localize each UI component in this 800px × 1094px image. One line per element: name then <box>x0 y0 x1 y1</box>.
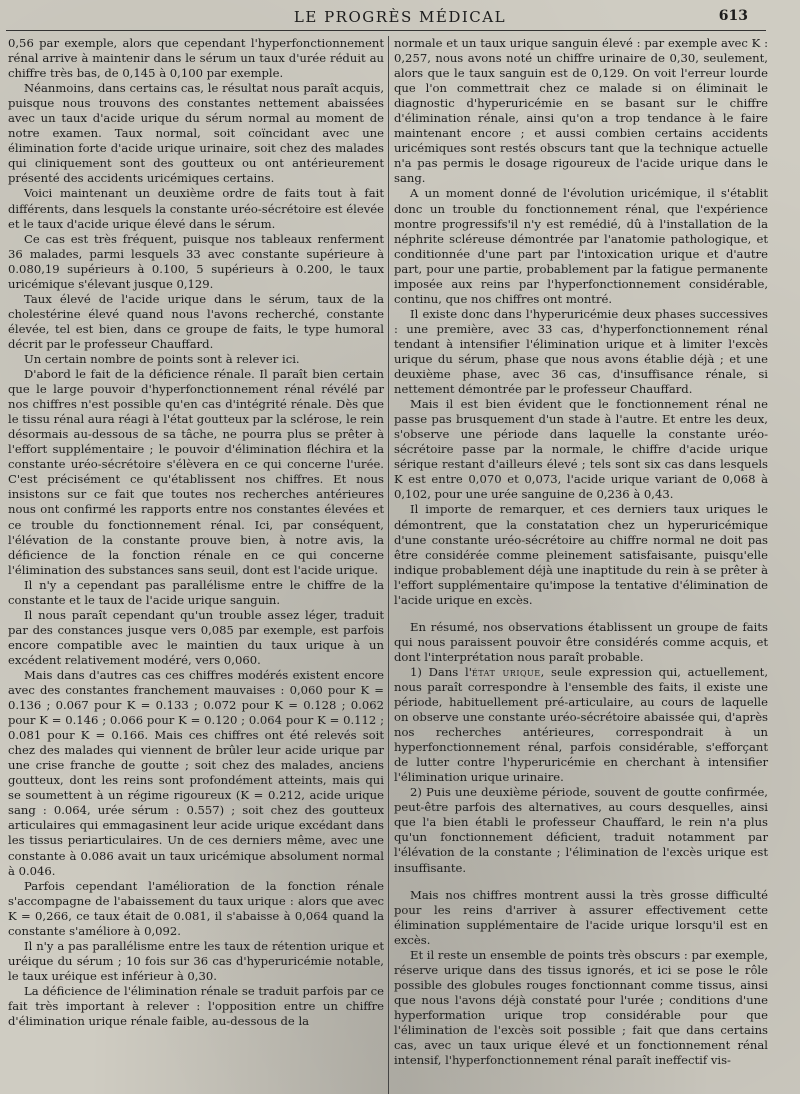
paragraph: Mais dans d'autres cas ces chiffres modérés existent encore avec des constantes franchement mauvaises : 0,060 pour K = 0.136 ; 0.067 pour K = 0.133 ; 0.072 pour K = 0.128 ; 0.062 pour K = 0.146 ; 0.066 pour K = 0.120 ; 0.064 pour K = 0.112 ; 0.081 pour K = 0.166. Mais ces chiffres ont été relevés soit chez des malades qui viennent de brûler leur acide urique par une crise franche de goutte ; soit chez des malades, anciens goutteux, dont les reins sont profondément atteints, mais qui se soumettent à un régime rigoureux (K = 0.212, acide urique sang : 0.064, urée sérum : 0.557) ; soit chez des goutteux articulaires qui emmagasinent leur acide urique excédant dans les tissus periarticulaires. Un de ces derniers même, avec une constante à 0.086 avait un taux uricémique absolument normal à 0.046. <box>8 667 384 878</box>
left-column <box>8 36 384 1029</box>
paragraph: Mais il est bien évident que le fonctionnement rénal ne passe pas brusquement d'un stade à l'autre. Et entre les deux, s'observe une période dans laquelle la constante uréo-sécrétoire passe par la normale, le chiffre d'acide urique sérique restant d'ailleurs élevé ; tels sont six cas dans lesquels K est entre 0,070 et 0,073, l'acide urique variant de 0,068 à 0,102, pour une urée sanguine de 0,236 à 0,43. <box>394 397 768 502</box>
paragraph: Parfois cependant l'amélioration de la fonction rénale s'accompagne de l'abaissement du taux urique : alors que avec K = 0,266, ce taux était de 0.081, il s'abaisse à 0,064 quand la constante s'améliore à 0,092. <box>8 878 384 938</box>
paragraph: Il existe donc dans l'hyperuricémie deux phases successives : une première, avec 33 cas, d'hyperfonctionnement rénal tendant à intensifier l'élimination urique et à limiter l'excès urique du sérum, phase que nous avons établie déjà ; et une deuxième phase, avec 36 cas, d'insuffisance rénale, si nettement démontrée par le professeur Chauffard. <box>394 306 768 397</box>
paragraph: 0,56 par exemple, alors que cependant l'hyperfonctionnement rénal arrive à maintenir dans le sérum un taux d'urée réduit au chiffre très bas, de 0,145 à 0,100 par exemple. <box>8 36 384 81</box>
paragraph: normale et un taux urique sanguin élevé : par exemple avec K : 0,257, nous avons noté un chiffre urinaire de 0,30, seulement, alors que le taux sanguin est de 0,129. On voit l'erreur lourde que l'on commettrait chez ce malade si on éliminait le diagnostic d'hyperuricémie en se basant sur le chiffre d'élimination rénale, ainsi qu'on a trop tendance à le faire maintenant encore ; et aussi combien certains accidents uricémiques sont restés obscurs tant que la technique actuelle n'a pas permis le dosage rigoureux de l'acide urique dans le sang. <box>394 36 768 186</box>
journal-title: LE PROGRÈS MÉDICAL <box>293 8 507 26</box>
paragraph: Voici maintenant un deuxième ordre de faits tout à fait différents, dans lesquels la constante uréo-sécrétoire est élevée et le taux d'acide urique élevé dans le sérum. <box>8 186 384 231</box>
column-divider <box>388 36 389 1094</box>
paragraph: D'abord le fait de la déficience rénale. Il paraît bien certain que le large pouvoir d'hyperfonctionnement rénal révélé par nos chiffres n'est possible qu'en cas d'intégrité rénale. Dès que le tissu rénal aura réagi à l'état goutteux par la sclérose, le rein désormais au-dessous de sa tâche, ne pourra plus se prêter à l'effort supplémentaire ; le pouvoir d'élimination fléchira et la constante uréo-sécrétoire s'élèvera en ce qui concerne l'urée. C'est précisément ce qu'établissent nos chiffres. Et nous insistons sur ce fait que toutes nos recherches antérieures nous ont confirmé les rapports entre nos constantes élevées et ce trouble du fonctionnement rénal. Ici, par conséquent, l'élévation de la constante prouve bien, à notre avis, la déficience de la fonction rénale en ce qui concerne l'élimination des substances sans seuil, dont est l'acide urique. <box>8 367 384 577</box>
paragraph: Il n'y a cependant pas parallélisme entre le chiffre de la constante et le taux de l'acide urique sanguin. <box>8 577 384 607</box>
item-1-term: état urique <box>471 664 541 679</box>
summary-item-2: 2) Puis une deuxième période, souvent de goutte confirmée, peut-être parfois des alternatives, au cours desquelles, ainsi que l'a bien établi le professeur Chauffard, le rein n'a plus qu'un fonctionnement déficient, traduit notamment par l'élévation de la constante ; l'élimination de l'excès urique est insuffisante. <box>394 785 768 875</box>
paragraph: Néanmoins, dans certains cas, le résultat nous paraît acquis, puisque nous trouvons des constantes nettement abaissées avec un taux d'acide urique du sérum normal au moment de notre examen. Taux normal, soit coïncidant avec une élimination forte d'acide urique urinaire, soit chez des malades qui cliniquement sont des goutteux ou ont antérieurement présenté des accidents uricémiques certains. <box>8 81 384 186</box>
paragraph: Mais nos chiffres montrent aussi la très grosse difficulté pour les reins d'arriver à assurer effectivement cette élimination supplémentaire de l'acide urique lorsqu'il est en excès. <box>394 887 768 947</box>
paragraph: A un moment donné de l'évolution uricémique, il s'établit donc un trouble du fonctionnement rénal, que l'expérience montre progressifs'il n'y est remédié, dû à l'installation de la néphrite scléreuse démontrée par l'anatomie pathologique, et conditionnée d'une part par l'intoxication urique et d'autre part, pour une partie, probablement par la fatigue permanente imposée aux reins par l'hyperfonctionnement considérable, continu, que nos chiffres ont montré. <box>394 186 768 306</box>
paragraph: Il importe de remarquer, et ces derniers taux uriques le démontrent, que la constatation chez un hyperuricémique d'une constante uréo-sécrétoire au chiffre normal ne doit pas être considérée comme pleinement satisfaisante, puisqu'elle indique probablement déjà une inaptitude du rein à se prêter à l'effort supplémentaire qu'impose la tentative d'élimination de l'acide urique en excès. <box>394 502 768 607</box>
paragraph: Taux élevé de l'acide urique dans le sérum, taux de la cholestérine élevé quand nous l'avons recherché, constante élevée, tel est bien, dans ce groupe de faits, le type humoral décrit par le professeur Chauffard. <box>8 291 384 351</box>
summary-paragraph: En résumé, nos observations établissent un groupe de faits qui nous paraissent pouvoir être considérés comme acquis, et dont l'interprétation nous paraît probable. <box>394 619 768 664</box>
paragraph: Ce cas est très fréquent, puisque nos tableaux renferment 36 malades, parmi lesquels 33 avec constante supérieure à 0.080,19 supérieurs à 0.100, 5 supérieurs à 0.200, le taux uricémique s'élevant jusque 0,129. <box>8 231 384 291</box>
paragraph: Et il reste un ensemble de points très obscurs : par exemple, réserve urique dans des tissus ignorés, et ici se pose le rôle possible des globules rouges fonctionnant comme tissus, ainsi que nous l'avons déjà constaté pour l'urée ; conditions d'une hyperformation urique trop considérable pour que l'élimination de l'excès soit possible ; fait que dans certains cas, avec un taux urique élevé et un fonctionnement rénal intensif, l'hyperfonctionnement rénal paraît ineffectif vis- <box>394 947 769 1068</box>
item-1-prefix: 1) Dans l' <box>410 664 472 679</box>
paragraph: Un certain nombre de points sont à relever ici. <box>24 351 300 366</box>
paragraph: Il nous paraît cependant qu'un trouble assez léger, traduit par des constances jusque vers 0,085 par exemple, est parfois encore compatible avec le maintien du taux urique à un excédent relativement modéré, vers 0,060. <box>8 607 384 667</box>
paragraph: La déficience de l'élimination rénale se traduit parfois par ce fait très important à relever : l'opposition entre un chiffre d'élimination urique rénale faible, au-dessous de la <box>8 983 384 1029</box>
header-rule <box>6 30 766 31</box>
paragraph: Il n'y a pas parallélisme entre les taux de rétention urique et uréique du sérum ; 10 fois sur 36 cas d'hyperuricémie notable, le taux uréique est inférieur à 0,30. <box>8 938 384 983</box>
item-1-text: , seule expression qui, actuellement, nous paraît correspondre à l'ensemble des faits, il existe une période, habituellement pré-articulaire, au cours de laquelle on observe une constante uréo-sécrétoire abaissée qui, d'après nos recherches antérieures, correspondrait à un hyperfonctionnement rénal, parfois considérable, s'efforçant de lutter contre l'hyperuricémie en cherchant à intensifier l'élimination urique urinaire. <box>394 664 768 785</box>
page-number: 613 <box>718 8 748 24</box>
summary-item-1 <box>394 665 768 785</box>
right-column <box>394 36 768 1068</box>
running-head <box>0 8 800 30</box>
